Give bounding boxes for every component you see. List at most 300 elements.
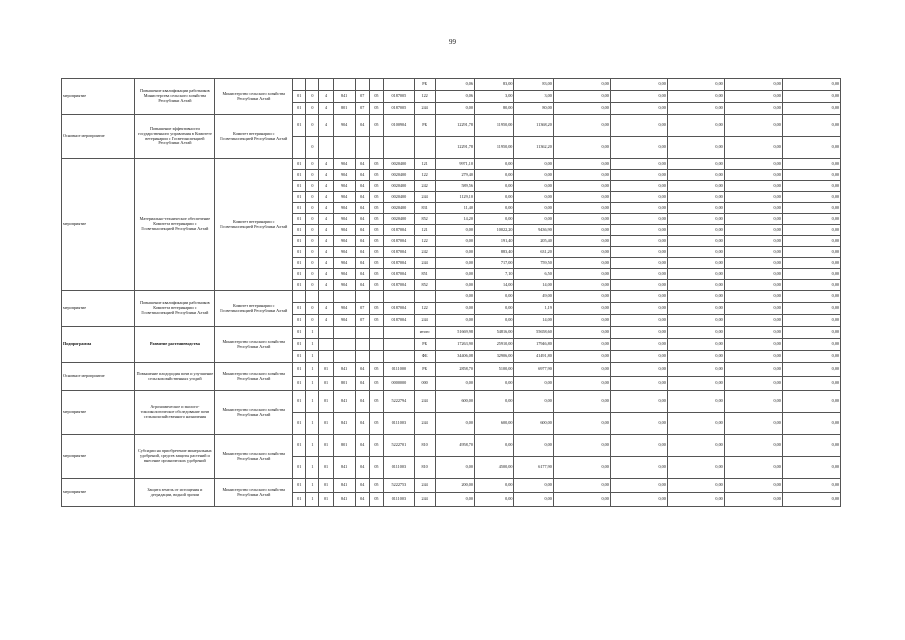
code-cell: 04 [355,115,369,137]
code-cell: 121 [414,225,435,236]
code-cell: 01 [293,236,306,247]
code-cell: 01 [293,280,306,291]
row-name: Защита земель от истощения и деградации, водной эрозии [135,479,215,507]
value-cell: 0,00 [782,79,840,91]
value-cell: 0,00 [553,137,610,159]
row-name: Развитие растениеводства [135,327,215,363]
value-cell: 0,00 [724,435,782,457]
code-cell: 05 [369,247,383,258]
value-cell: 0,00 [782,203,840,214]
code-cell: 0 [306,258,319,269]
code-cell: 07 [355,91,369,103]
row-kind: мероприятие [62,479,135,507]
code-cell: 01 [293,391,306,413]
value-cell: 0,00 [474,291,513,303]
value-cell: 0,00 [667,315,724,327]
value-cell: 0,00 [724,363,782,377]
value-cell: 5100,00 [474,363,513,377]
value-cell: 0,00 [782,280,840,291]
code-cell: 04 [355,214,369,225]
code-cell: 05 [369,457,383,479]
value-cell: 600,00 [514,413,553,435]
value-cell: 0,00 [514,435,553,457]
row-name: Повышение эффективности государственного управления в Комитете ветеринарии с Госветинспекцией Республики Алтай [135,115,215,159]
code-cell: 4 [319,192,333,203]
code-cell: 05 [369,203,383,214]
code-cell: 904 [333,203,355,214]
code-cell: 244 [414,103,435,115]
code-cell: 4 [319,181,333,192]
code-cell: 244 [414,479,435,493]
value-cell: 0,00 [782,247,840,258]
value-cell: 0,00 [667,351,724,363]
code-cell: 122 [414,170,435,181]
table-row [62,435,841,457]
code-cell: 4 [319,214,333,225]
value-cell: 0,00 [553,181,610,192]
code-cell: 04 [355,280,369,291]
value-cell: 0,00 [610,236,667,247]
value-cell: 0,00 [435,225,474,236]
value-cell: 0,00 [474,377,513,391]
code-cell [384,327,415,339]
code-cell: 4 [319,236,333,247]
code-cell: 1 [306,363,319,377]
value-cell: 0,00 [667,225,724,236]
value-cell: 0,00 [782,479,840,493]
code-cell: 01 [293,115,306,137]
value-cell: 0,00 [610,435,667,457]
value-cell: 0,00 [782,315,840,327]
value-cell: 0,00 [610,479,667,493]
value-cell: 0,00 [610,137,667,159]
code-cell: 1 [306,351,319,363]
row-org: Комитет ветеринарии с Госветинспекцией Республики Алтай [215,115,293,159]
value-cell: 0,00 [724,351,782,363]
code-cell: 05 [369,435,383,457]
code-cell: 05 [369,115,383,137]
code-cell: 0187004 [384,225,415,236]
table-row [62,391,841,413]
value-cell: 0,00 [782,170,840,181]
value-cell: 0,00 [553,327,610,339]
value-cell: 11,40 [435,203,474,214]
code-cell: 01 [293,327,306,339]
code-cell [355,79,369,91]
value-cell: 0,00 [724,192,782,203]
code-cell: 0187004 [384,303,415,315]
value-cell: 12291,78 [435,115,474,137]
code-cell: 0 [306,303,319,315]
value-cell: 0,00 [610,315,667,327]
code-cell: 852 [414,214,435,225]
code-cell: 242 [414,247,435,258]
code-cell: 01 [293,159,306,170]
value-cell: 0,00 [553,315,610,327]
value-cell: 0,00 [610,181,667,192]
row-name: Повышение плодородия почв и улучшение сельскохозяйственных угодий [135,363,215,391]
code-cell: 4 [319,203,333,214]
value-cell: 4958,70 [435,435,474,457]
value-cell: 0,00 [474,303,513,315]
value-cell: 0,00 [667,91,724,103]
value-cell: 0,00 [667,413,724,435]
value-cell: 0,00 [610,103,667,115]
code-cell [414,137,435,159]
value-cell: 0,00 [782,137,840,159]
value-cell: 0,00 [782,457,840,479]
value-cell: 0,00 [553,236,610,247]
code-cell: 05 [369,192,383,203]
value-cell: 0,00 [724,413,782,435]
code-cell: 0020400 [384,170,415,181]
value-cell: 0,00 [435,103,474,115]
value-cell: 0,00 [610,159,667,170]
code-cell [319,291,333,303]
value-cell: 0,00 [667,115,724,137]
value-cell: 0,00 [553,79,610,91]
code-cell: 0 [306,203,319,214]
code-cell: 07 [355,303,369,315]
code-cell: 0111003 [384,457,415,479]
code-cell: 841 [333,391,355,413]
value-cell: 0,00 [782,181,840,192]
value-cell: 0,00 [667,291,724,303]
row-org: Министерство сельского хозяйства Республики Алтай [215,327,293,363]
code-cell [333,291,355,303]
code-cell: 01 [293,457,306,479]
code-cell: 841 [333,493,355,507]
value-cell: 0,00 [435,413,474,435]
value-cell: 1129,10 [435,192,474,203]
code-cell: итого [414,327,435,339]
value-cell: 0,00 [782,327,840,339]
code-cell: 5222753 [384,479,415,493]
value-cell: 0,00 [782,192,840,203]
value-cell: 3,00 [514,91,553,103]
code-cell [333,327,355,339]
row-org: Министерство сельского хозяйства Республики Алтай [215,363,293,391]
value-cell: 759,50 [514,258,553,269]
code-cell [333,79,355,91]
value-cell: 0,00 [553,91,610,103]
code-cell: 244 [414,413,435,435]
code-cell: 0020400 [384,159,415,170]
row-kind: мероприятие [62,391,135,435]
table-row [62,291,841,303]
code-cell: 04 [355,377,369,391]
value-cell: 0,00 [553,192,610,203]
code-cell: 904 [333,269,355,280]
value-cell: 0,00 [610,280,667,291]
value-cell: 631,20 [514,247,553,258]
value-cell: 0,00 [553,391,610,413]
value-cell: 0,00 [553,247,610,258]
value-cell: 0,00 [610,351,667,363]
code-cell [384,137,415,159]
code-cell [369,137,383,159]
code-cell: 0 [306,192,319,203]
row-kind: Подпрограмма [62,327,135,363]
code-cell: 0 [306,280,319,291]
value-cell: 0,00 [435,236,474,247]
value-cell: 0,00 [782,377,840,391]
code-cell: 0 [306,103,319,115]
code-cell: 904 [333,192,355,203]
code-cell: 5222701 [384,435,415,457]
code-cell: 01 [319,479,333,493]
value-cell: 0,00 [435,315,474,327]
value-cell: 0,00 [724,391,782,413]
code-cell: 01 [293,493,306,507]
code-cell: 05 [369,225,383,236]
value-cell: 191,40 [474,236,513,247]
value-cell: 0,00 [724,457,782,479]
code-cell: 851 [414,269,435,280]
code-cell: 1 [306,413,319,435]
code-cell [319,79,333,91]
value-cell: 11368,20 [514,115,553,137]
code-cell: 904 [333,225,355,236]
value-cell: 0,00 [553,214,610,225]
value-cell: 0,00 [435,303,474,315]
code-cell [384,351,415,363]
value-cell: 9436,90 [514,225,553,236]
code-cell: 0111003 [384,493,415,507]
code-cell: 0020400 [384,192,415,203]
value-cell: 0,00 [553,303,610,315]
code-cell: 01 [293,413,306,435]
value-cell: 0,00 [553,339,610,351]
value-cell: 0,00 [610,214,667,225]
code-cell: РБ [414,339,435,351]
value-cell: 0,00 [474,181,513,192]
value-cell: 0,00 [724,291,782,303]
code-cell: 4 [319,258,333,269]
code-cell: 04 [355,413,369,435]
code-cell: 0100904 [384,115,415,137]
code-cell: 1 [306,391,319,413]
code-cell: 0 [306,91,319,103]
code-cell: 01 [293,303,306,315]
value-cell: 0,00 [667,457,724,479]
value-cell: 9971,10 [435,159,474,170]
value-cell: 25910,00 [474,339,513,351]
value-cell: 0,00 [553,225,610,236]
value-cell: 0,00 [474,435,513,457]
code-cell: 04 [355,363,369,377]
value-cell: 0,00 [553,203,610,214]
code-cell: 04 [355,181,369,192]
value-cell: 6177,90 [514,457,553,479]
value-cell: 14,00 [474,280,513,291]
code-cell: 4 [319,247,333,258]
code-cell: 0 [306,170,319,181]
code-cell [293,79,306,91]
value-cell: 11362,20 [514,137,553,159]
value-cell: 0,00 [514,479,553,493]
value-cell: 0,00 [724,170,782,181]
value-cell: 0,00 [782,258,840,269]
value-cell: 0,00 [782,413,840,435]
value-cell: 0,00 [782,391,840,413]
code-cell: 01 [293,351,306,363]
value-cell: 0,00 [724,327,782,339]
code-cell: 05 [369,181,383,192]
value-cell: 83,00 [514,79,553,91]
code-cell: 841 [333,479,355,493]
code-cell: 05 [369,269,383,280]
value-cell: 0,00 [474,315,513,327]
value-cell: 10022,20 [474,225,513,236]
value-cell: 0,00 [610,291,667,303]
code-cell: 01 [293,203,306,214]
value-cell: 0,00 [782,115,840,137]
code-cell: 242 [414,181,435,192]
value-cell: 0,00 [782,303,840,315]
code-cell: 904 [333,258,355,269]
table-row [62,79,841,91]
value-cell: 0,00 [553,493,610,507]
value-cell: 0,00 [435,457,474,479]
value-cell: 0,00 [724,247,782,258]
code-cell: 01 [293,192,306,203]
value-cell: 0,00 [435,280,474,291]
code-cell: 1 [306,457,319,479]
value-cell: 589,56 [435,181,474,192]
code-cell: 04 [355,391,369,413]
code-cell: 122 [414,236,435,247]
value-cell: 600,00 [435,391,474,413]
code-cell: 01 [319,457,333,479]
code-cell: 0020400 [384,214,415,225]
value-cell: 0,00 [610,170,667,181]
code-cell: 01 [319,391,333,413]
value-cell: 0,00 [782,103,840,115]
value-cell: 0,00 [610,192,667,203]
row-org: Комитет ветеринарии с Госветинспекцией Республики Алтай [215,159,293,291]
value-cell: 0,00 [514,159,553,170]
value-cell: 883,40 [474,247,513,258]
code-cell [355,327,369,339]
row-name: Повышение квалификации работников Министерства сельского хозяйства Республики Алтай [135,79,215,115]
code-cell: 0 [306,181,319,192]
code-cell: 000 [414,377,435,391]
code-cell: 244 [414,192,435,203]
code-cell: 244 [414,493,435,507]
value-cell: 0,00 [553,479,610,493]
value-cell: 0,00 [553,115,610,137]
value-cell: 7,10 [474,269,513,280]
value-cell: 0,00 [553,280,610,291]
value-cell: 6977,90 [514,363,553,377]
value-cell: 0,00 [435,258,474,269]
value-cell: 0,00 [435,377,474,391]
code-cell: 1 [306,435,319,457]
budget-table [61,78,841,507]
code-cell: 0187004 [384,280,415,291]
code-cell: 04 [355,435,369,457]
value-cell: 0,00 [724,280,782,291]
code-cell: 01 [319,413,333,435]
code-cell: 0 [306,214,319,225]
code-cell: 852 [414,280,435,291]
value-cell: 0,00 [610,258,667,269]
value-cell: 34406,08 [435,351,474,363]
code-cell: 244 [414,258,435,269]
value-cell: 0,00 [782,269,840,280]
value-cell: 205,40 [514,236,553,247]
code-cell: 01 [319,493,333,507]
code-cell [293,137,306,159]
value-cell: 0,00 [724,258,782,269]
value-cell: 717,00 [474,258,513,269]
value-cell: 0,00 [724,479,782,493]
value-cell: 0,00 [514,391,553,413]
row-name: Агрохимическое и эколого-токсикологическое обследование почв сельскохозяйственного назначения [135,391,215,435]
code-cell: 05 [369,258,383,269]
code-cell [369,339,383,351]
value-cell: 0,00 [553,363,610,377]
row-name: Повышение квалификации работников Комитета ветеринарии с Госветинспекцией Республики Алтай [135,291,215,327]
code-cell: 05 [369,391,383,413]
code-cell: 5222794 [384,391,415,413]
page-number: 99 [449,38,456,46]
value-cell: 0,00 [514,493,553,507]
code-cell [293,291,306,303]
value-cell: 17263,90 [435,339,474,351]
row-kind: Основное мероприятие [62,115,135,159]
value-cell: 0,00 [667,79,724,91]
code-cell: 01 [319,377,333,391]
code-cell: 810 [414,457,435,479]
value-cell: 1,19 [514,303,553,315]
value-cell: 0,00 [610,457,667,479]
value-cell: 0,00 [514,170,553,181]
code-cell: 0187004 [384,236,415,247]
code-cell: ФБ [414,351,435,363]
code-cell [369,79,383,91]
value-cell: 0,00 [474,159,513,170]
code-cell: 04 [355,258,369,269]
value-cell: 0,00 [610,493,667,507]
code-cell: 904 [333,236,355,247]
code-cell [355,339,369,351]
value-cell: 0,00 [610,363,667,377]
value-cell: 0,00 [667,192,724,203]
code-cell: 05 [369,103,383,115]
row-org: Комитет ветеринарии с Госветинспекцией Республики Алтай [215,291,293,327]
code-cell: 244 [414,315,435,327]
code-cell: 07 [355,315,369,327]
table-row [62,159,841,170]
code-cell: 841 [333,413,355,435]
code-cell: 1 [306,327,319,339]
value-cell: 279,40 [435,170,474,181]
code-cell: 01 [319,363,333,377]
code-cell: 04 [355,192,369,203]
code-cell: 4 [319,225,333,236]
value-cell: 0,00 [553,269,610,280]
value-cell: 0,00 [724,137,782,159]
row-name: Субсидии на приобретение минеральных удобрений, средств защиты растений и внесение органических удобрений [135,435,215,479]
value-cell: 2858,70 [435,363,474,377]
code-cell: 0187005 [384,103,415,115]
code-cell: 0 [306,225,319,236]
code-cell: 4 [319,159,333,170]
code-cell: 4 [319,103,333,115]
value-cell: 0,06 [435,79,474,91]
